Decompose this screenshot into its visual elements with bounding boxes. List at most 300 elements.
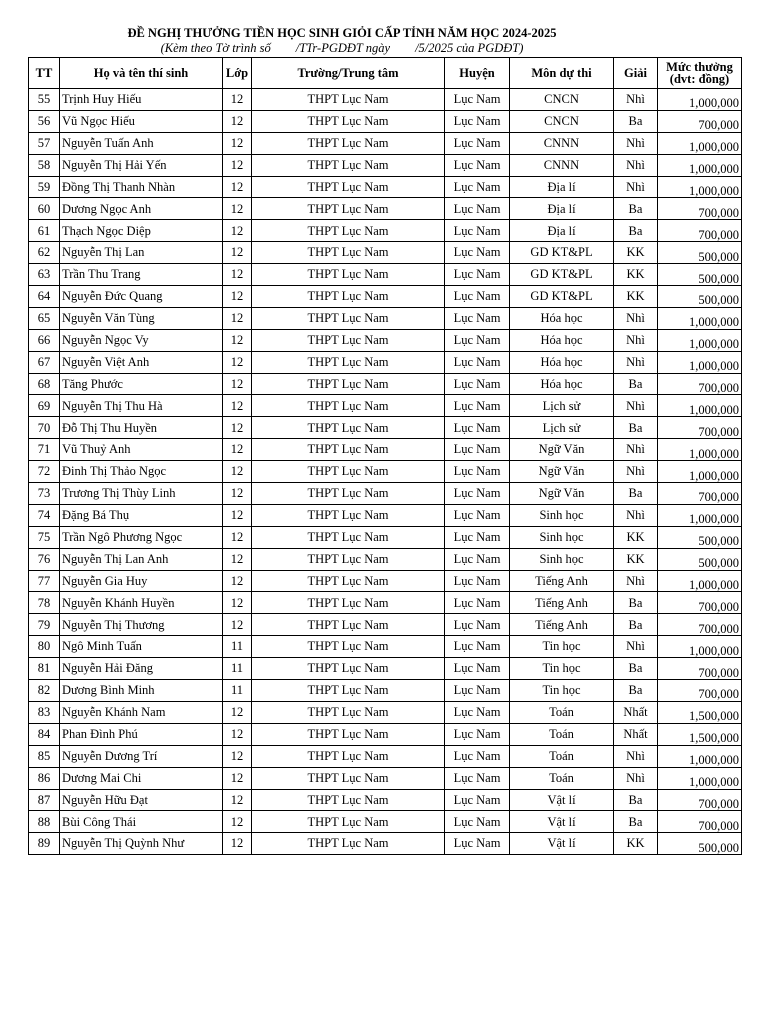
cell-amount: 1,000,000 bbox=[658, 439, 742, 461]
cell-tt: 85 bbox=[29, 745, 60, 767]
cell-amount: 1,500,000 bbox=[658, 701, 742, 723]
cell-district: Lục Nam bbox=[445, 89, 510, 111]
cell-tt: 59 bbox=[29, 176, 60, 198]
cell-amount: 500,000 bbox=[658, 526, 742, 548]
cell-school: THPT Lục Nam bbox=[252, 701, 445, 723]
column-header-grade: Lớp bbox=[223, 58, 252, 89]
cell-tt: 68 bbox=[29, 373, 60, 395]
cell-school: THPT Lục Nam bbox=[252, 439, 445, 461]
cell-tt: 62 bbox=[29, 242, 60, 264]
cell-school: THPT Lục Nam bbox=[252, 745, 445, 767]
cell-prize: Ba bbox=[614, 198, 658, 220]
cell-subject: CNCN bbox=[510, 110, 614, 132]
cell-subject: Lịch sử bbox=[510, 395, 614, 417]
cell-district: Lục Nam bbox=[445, 811, 510, 833]
cell-name: Dương Ngọc Anh bbox=[60, 198, 223, 220]
cell-prize: Nhất bbox=[614, 701, 658, 723]
cell-prize: Ba bbox=[614, 373, 658, 395]
table-row bbox=[29, 723, 742, 745]
column-header-reward-line1: Mức thưởng bbox=[666, 59, 733, 74]
cell-subject: Sinh học bbox=[510, 548, 614, 570]
cell-grade: 12 bbox=[223, 592, 252, 614]
cell-district: Lục Nam bbox=[445, 286, 510, 308]
table-row bbox=[29, 701, 742, 723]
document-title: ĐỀ NGHỊ THƯỞNG TIỀN HỌC SINH GIỎI CẤP TỈNH NĂM HỌC 2024-2025 bbox=[127, 26, 557, 40]
cell-name: Nguyễn Thị Lan Anh bbox=[60, 548, 223, 570]
cell-prize: Ba bbox=[614, 789, 658, 811]
cell-grade: 12 bbox=[223, 307, 252, 329]
cell-subject: Địa lí bbox=[510, 198, 614, 220]
cell-name: Đặng Bá Thụ bbox=[60, 504, 223, 526]
cell-tt: 61 bbox=[29, 220, 60, 242]
cell-amount: 700,000 bbox=[658, 811, 742, 833]
cell-prize: Nhì bbox=[614, 745, 658, 767]
cell-subject: Hóa học bbox=[510, 329, 614, 351]
cell-tt: 56 bbox=[29, 110, 60, 132]
cell-amount: 700,000 bbox=[658, 614, 742, 636]
cell-grade: 12 bbox=[223, 789, 252, 811]
cell-name: Nguyễn Thị Quỳnh Như bbox=[60, 833, 223, 855]
cell-school: THPT Lục Nam bbox=[252, 636, 445, 658]
cell-district: Lục Nam bbox=[445, 154, 510, 176]
cell-grade: 12 bbox=[223, 701, 252, 723]
cell-amount: 1,000,000 bbox=[658, 89, 742, 111]
cell-district: Lục Nam bbox=[445, 701, 510, 723]
table-row bbox=[29, 264, 742, 286]
table-header-row bbox=[29, 58, 742, 89]
cell-prize: Nhì bbox=[614, 329, 658, 351]
cell-name: Trịnh Huy Hiếu bbox=[60, 89, 223, 111]
cell-grade: 12 bbox=[223, 198, 252, 220]
cell-grade: 12 bbox=[223, 548, 252, 570]
table-row bbox=[29, 833, 742, 855]
cell-name: Dương Bình Minh bbox=[60, 680, 223, 702]
table-row bbox=[29, 176, 742, 198]
cell-name: Nguyễn Thị Hải Yến bbox=[60, 154, 223, 176]
cell-prize: Nhì bbox=[614, 176, 658, 198]
cell-district: Lục Nam bbox=[445, 110, 510, 132]
cell-district: Lục Nam bbox=[445, 242, 510, 264]
cell-grade: 12 bbox=[223, 526, 252, 548]
cell-district: Lục Nam bbox=[445, 636, 510, 658]
table-row bbox=[29, 198, 742, 220]
cell-amount: 1,000,000 bbox=[658, 504, 742, 526]
cell-tt: 84 bbox=[29, 723, 60, 745]
cell-prize: KK bbox=[614, 264, 658, 286]
cell-school: THPT Lục Nam bbox=[252, 242, 445, 264]
table-row bbox=[29, 373, 742, 395]
document-subtitle: (Kèm theo Tờ trình số /TTr-PGDĐT ngày /5/2025 của PGDĐT) bbox=[160, 41, 524, 55]
cell-amount: 700,000 bbox=[658, 198, 742, 220]
table-row bbox=[29, 680, 742, 702]
cell-name: Đồng Thị Thanh Nhàn bbox=[60, 176, 223, 198]
column-header-district: Huyện bbox=[445, 58, 510, 89]
cell-grade: 12 bbox=[223, 373, 252, 395]
cell-district: Lục Nam bbox=[445, 570, 510, 592]
cell-name: Trần Ngô Phương Ngọc bbox=[60, 526, 223, 548]
cell-amount: 1,000,000 bbox=[658, 395, 742, 417]
cell-school: THPT Lục Nam bbox=[252, 329, 445, 351]
table-row bbox=[29, 307, 742, 329]
cell-school: THPT Lục Nam bbox=[252, 132, 445, 154]
cell-amount: 1,000,000 bbox=[658, 329, 742, 351]
cell-district: Lục Nam bbox=[445, 526, 510, 548]
table-row bbox=[29, 570, 742, 592]
cell-tt: 86 bbox=[29, 767, 60, 789]
cell-amount: 700,000 bbox=[658, 680, 742, 702]
cell-name: Phan Đình Phú bbox=[60, 723, 223, 745]
table-row bbox=[29, 395, 742, 417]
cell-school: THPT Lục Nam bbox=[252, 592, 445, 614]
cell-grade: 12 bbox=[223, 811, 252, 833]
cell-amount: 500,000 bbox=[658, 286, 742, 308]
cell-subject: Vật lí bbox=[510, 811, 614, 833]
cell-school: THPT Lục Nam bbox=[252, 351, 445, 373]
cell-tt: 81 bbox=[29, 658, 60, 680]
cell-name: Nguyễn Dương Trí bbox=[60, 745, 223, 767]
cell-tt: 67 bbox=[29, 351, 60, 373]
cell-prize: Ba bbox=[614, 614, 658, 636]
cell-tt: 69 bbox=[29, 395, 60, 417]
cell-amount: 500,000 bbox=[658, 264, 742, 286]
cell-name: Nguyễn Tuấn Anh bbox=[60, 132, 223, 154]
cell-district: Lục Nam bbox=[445, 264, 510, 286]
cell-name: Nguyễn Thị Thu Hà bbox=[60, 395, 223, 417]
cell-name: Bùi Công Thái bbox=[60, 811, 223, 833]
cell-subject: Toán bbox=[510, 701, 614, 723]
cell-subject: CNCN bbox=[510, 89, 614, 111]
cell-amount: 700,000 bbox=[658, 417, 742, 439]
cell-subject: Toán bbox=[510, 745, 614, 767]
cell-grade: 12 bbox=[223, 833, 252, 855]
cell-school: THPT Lục Nam bbox=[252, 767, 445, 789]
cell-grade: 12 bbox=[223, 439, 252, 461]
column-header-name: Họ và tên thí sinh bbox=[60, 58, 223, 89]
cell-subject: GD KT&PL bbox=[510, 286, 614, 308]
cell-tt: 89 bbox=[29, 833, 60, 855]
cell-tt: 88 bbox=[29, 811, 60, 833]
cell-prize: Nhì bbox=[614, 154, 658, 176]
cell-district: Lục Nam bbox=[445, 592, 510, 614]
table-row bbox=[29, 636, 742, 658]
cell-prize: KK bbox=[614, 242, 658, 264]
cell-tt: 72 bbox=[29, 461, 60, 483]
cell-name: Nguyễn Ngọc Vy bbox=[60, 329, 223, 351]
cell-school: THPT Lục Nam bbox=[252, 614, 445, 636]
cell-tt: 70 bbox=[29, 417, 60, 439]
cell-tt: 87 bbox=[29, 789, 60, 811]
cell-tt: 66 bbox=[29, 329, 60, 351]
cell-prize: Ba bbox=[614, 483, 658, 505]
column-header-subject: Môn dự thi bbox=[510, 58, 614, 89]
cell-district: Lục Nam bbox=[445, 548, 510, 570]
table-row bbox=[29, 614, 742, 636]
cell-school: THPT Lục Nam bbox=[252, 373, 445, 395]
cell-school: THPT Lục Nam bbox=[252, 89, 445, 111]
cell-name: Nguyễn Khánh Nam bbox=[60, 701, 223, 723]
cell-name: Dương Mai Chi bbox=[60, 767, 223, 789]
cell-district: Lục Nam bbox=[445, 614, 510, 636]
column-header-school: Trường/Trung tâm bbox=[252, 58, 445, 89]
cell-school: THPT Lục Nam bbox=[252, 461, 445, 483]
cell-prize: Ba bbox=[614, 811, 658, 833]
table-row bbox=[29, 89, 742, 111]
cell-prize: Ba bbox=[614, 220, 658, 242]
cell-tt: 75 bbox=[29, 526, 60, 548]
table-row bbox=[29, 767, 742, 789]
cell-amount: 500,000 bbox=[658, 242, 742, 264]
cell-tt: 63 bbox=[29, 264, 60, 286]
cell-tt: 76 bbox=[29, 548, 60, 570]
cell-prize: Nhì bbox=[614, 570, 658, 592]
table-row bbox=[29, 461, 742, 483]
cell-prize: Ba bbox=[614, 592, 658, 614]
table-row bbox=[29, 504, 742, 526]
table-row bbox=[29, 745, 742, 767]
table-row bbox=[29, 242, 742, 264]
cell-grade: 12 bbox=[223, 242, 252, 264]
cell-amount: 1,000,000 bbox=[658, 132, 742, 154]
cell-prize: Ba bbox=[614, 680, 658, 702]
cell-district: Lục Nam bbox=[445, 504, 510, 526]
column-header-reward-line2: (dvt: đồng) bbox=[669, 72, 730, 86]
cell-grade: 11 bbox=[223, 680, 252, 702]
column-header-reward bbox=[658, 58, 742, 89]
cell-grade: 12 bbox=[223, 264, 252, 286]
cell-district: Lục Nam bbox=[445, 132, 510, 154]
cell-grade: 12 bbox=[223, 329, 252, 351]
cell-prize: Nhì bbox=[614, 504, 658, 526]
cell-subject: Tiếng Anh bbox=[510, 592, 614, 614]
table-row bbox=[29, 220, 742, 242]
cell-name: Trương Thị Thùy Linh bbox=[60, 483, 223, 505]
cell-subject: GD KT&PL bbox=[510, 264, 614, 286]
cell-grade: 12 bbox=[223, 723, 252, 745]
table-row bbox=[29, 483, 742, 505]
cell-school: THPT Lục Nam bbox=[252, 176, 445, 198]
cell-subject: Toán bbox=[510, 723, 614, 745]
cell-amount: 700,000 bbox=[658, 110, 742, 132]
cell-prize: KK bbox=[614, 526, 658, 548]
cell-tt: 74 bbox=[29, 504, 60, 526]
table-row bbox=[29, 154, 742, 176]
cell-prize: Nhất bbox=[614, 723, 658, 745]
cell-district: Lục Nam bbox=[445, 417, 510, 439]
cell-district: Lục Nam bbox=[445, 745, 510, 767]
cell-district: Lục Nam bbox=[445, 680, 510, 702]
cell-prize: Nhì bbox=[614, 439, 658, 461]
cell-district: Lục Nam bbox=[445, 351, 510, 373]
cell-tt: 73 bbox=[29, 483, 60, 505]
cell-subject: Sinh học bbox=[510, 504, 614, 526]
table-row bbox=[29, 658, 742, 680]
cell-subject: Ngữ Văn bbox=[510, 439, 614, 461]
cell-district: Lục Nam bbox=[445, 329, 510, 351]
cell-subject: Vật lí bbox=[510, 833, 614, 855]
cell-amount: 1,000,000 bbox=[658, 307, 742, 329]
cell-amount: 1,000,000 bbox=[658, 767, 742, 789]
cell-school: THPT Lục Nam bbox=[252, 658, 445, 680]
cell-grade: 12 bbox=[223, 767, 252, 789]
cell-amount: 1,000,000 bbox=[658, 570, 742, 592]
cell-tt: 80 bbox=[29, 636, 60, 658]
cell-subject: GD KT&PL bbox=[510, 242, 614, 264]
cell-school: THPT Lục Nam bbox=[252, 154, 445, 176]
cell-subject: Tin học bbox=[510, 680, 614, 702]
cell-prize: Nhì bbox=[614, 461, 658, 483]
cell-subject: Ngữ Văn bbox=[510, 483, 614, 505]
cell-district: Lục Nam bbox=[445, 767, 510, 789]
cell-grade: 12 bbox=[223, 110, 252, 132]
cell-amount: 500,000 bbox=[658, 548, 742, 570]
cell-school: THPT Lục Nam bbox=[252, 789, 445, 811]
cell-grade: 12 bbox=[223, 154, 252, 176]
cell-grade: 12 bbox=[223, 504, 252, 526]
reward-table bbox=[28, 57, 742, 855]
cell-district: Lục Nam bbox=[445, 220, 510, 242]
cell-tt: 83 bbox=[29, 701, 60, 723]
cell-amount: 700,000 bbox=[658, 789, 742, 811]
cell-school: THPT Lục Nam bbox=[252, 833, 445, 855]
cell-amount: 1,000,000 bbox=[658, 351, 742, 373]
cell-name: Đỗ Thị Thu Huyền bbox=[60, 417, 223, 439]
cell-name: Nguyễn Thị Lan bbox=[60, 242, 223, 264]
cell-subject: Vật lí bbox=[510, 789, 614, 811]
cell-tt: 79 bbox=[29, 614, 60, 636]
cell-tt: 58 bbox=[29, 154, 60, 176]
cell-subject: Địa lí bbox=[510, 220, 614, 242]
cell-grade: 12 bbox=[223, 395, 252, 417]
cell-subject: Lịch sử bbox=[510, 417, 614, 439]
cell-grade: 12 bbox=[223, 89, 252, 111]
cell-name: Nguyễn Việt Anh bbox=[60, 351, 223, 373]
cell-prize: KK bbox=[614, 833, 658, 855]
cell-prize: Ba bbox=[614, 658, 658, 680]
cell-district: Lục Nam bbox=[445, 483, 510, 505]
cell-name: Vũ Ngọc Hiếu bbox=[60, 110, 223, 132]
cell-amount: 700,000 bbox=[658, 658, 742, 680]
cell-amount: 1,000,000 bbox=[658, 636, 742, 658]
cell-name: Tăng Phước bbox=[60, 373, 223, 395]
cell-grade: 12 bbox=[223, 570, 252, 592]
cell-school: THPT Lục Nam bbox=[252, 680, 445, 702]
cell-prize: Nhì bbox=[614, 636, 658, 658]
cell-district: Lục Nam bbox=[445, 176, 510, 198]
column-header-tt: TT bbox=[29, 58, 60, 89]
cell-grade: 12 bbox=[223, 483, 252, 505]
cell-district: Lục Nam bbox=[445, 723, 510, 745]
cell-school: THPT Lục Nam bbox=[252, 723, 445, 745]
cell-name: Thạch Ngọc Diệp bbox=[60, 220, 223, 242]
cell-subject: CNNN bbox=[510, 154, 614, 176]
cell-school: THPT Lục Nam bbox=[252, 570, 445, 592]
table-row bbox=[29, 811, 742, 833]
cell-tt: 71 bbox=[29, 439, 60, 461]
cell-grade: 12 bbox=[223, 220, 252, 242]
cell-tt: 64 bbox=[29, 286, 60, 308]
cell-prize: KK bbox=[614, 548, 658, 570]
cell-grade: 12 bbox=[223, 614, 252, 636]
cell-district: Lục Nam bbox=[445, 461, 510, 483]
cell-school: THPT Lục Nam bbox=[252, 548, 445, 570]
cell-tt: 57 bbox=[29, 132, 60, 154]
cell-tt: 60 bbox=[29, 198, 60, 220]
cell-amount: 700,000 bbox=[658, 483, 742, 505]
table-row bbox=[29, 439, 742, 461]
cell-prize: Nhì bbox=[614, 307, 658, 329]
cell-name: Nguyễn Gia Huy bbox=[60, 570, 223, 592]
cell-tt: 55 bbox=[29, 89, 60, 111]
cell-district: Lục Nam bbox=[445, 395, 510, 417]
cell-district: Lục Nam bbox=[445, 789, 510, 811]
cell-school: THPT Lục Nam bbox=[252, 286, 445, 308]
cell-prize: Ba bbox=[614, 110, 658, 132]
cell-grade: 12 bbox=[223, 745, 252, 767]
cell-prize: Nhì bbox=[614, 767, 658, 789]
cell-prize: Nhì bbox=[614, 395, 658, 417]
cell-name: Nguyễn Hữu Đạt bbox=[60, 789, 223, 811]
cell-subject: Tiếng Anh bbox=[510, 614, 614, 636]
cell-tt: 77 bbox=[29, 570, 60, 592]
cell-grade: 12 bbox=[223, 417, 252, 439]
cell-grade: 12 bbox=[223, 286, 252, 308]
cell-name: Vũ Thuỷ Anh bbox=[60, 439, 223, 461]
table-row bbox=[29, 789, 742, 811]
table-body bbox=[29, 89, 742, 855]
cell-school: THPT Lục Nam bbox=[252, 526, 445, 548]
table-row bbox=[29, 592, 742, 614]
table-row bbox=[29, 329, 742, 351]
table-row bbox=[29, 132, 742, 154]
cell-subject: Tin học bbox=[510, 658, 614, 680]
cell-subject: Sinh học bbox=[510, 526, 614, 548]
cell-subject: Tiếng Anh bbox=[510, 570, 614, 592]
cell-school: THPT Lục Nam bbox=[252, 264, 445, 286]
cell-subject: Hóa học bbox=[510, 307, 614, 329]
cell-district: Lục Nam bbox=[445, 658, 510, 680]
cell-subject: CNNN bbox=[510, 132, 614, 154]
cell-prize: Nhì bbox=[614, 89, 658, 111]
cell-tt: 78 bbox=[29, 592, 60, 614]
cell-amount: 1,500,000 bbox=[658, 723, 742, 745]
cell-district: Lục Nam bbox=[445, 198, 510, 220]
cell-school: THPT Lục Nam bbox=[252, 417, 445, 439]
cell-school: THPT Lục Nam bbox=[252, 504, 445, 526]
cell-name: Trần Thu Trang bbox=[60, 264, 223, 286]
cell-subject: Tin học bbox=[510, 636, 614, 658]
cell-school: THPT Lục Nam bbox=[252, 811, 445, 833]
cell-grade: 11 bbox=[223, 636, 252, 658]
cell-prize: KK bbox=[614, 286, 658, 308]
cell-school: THPT Lục Nam bbox=[252, 110, 445, 132]
cell-district: Lục Nam bbox=[445, 439, 510, 461]
cell-subject: Địa lí bbox=[510, 176, 614, 198]
cell-name: Nguyễn Văn Tùng bbox=[60, 307, 223, 329]
cell-amount: 1,000,000 bbox=[658, 745, 742, 767]
cell-name: Nguyễn Hải Đăng bbox=[60, 658, 223, 680]
cell-grade: 12 bbox=[223, 461, 252, 483]
cell-grade: 12 bbox=[223, 132, 252, 154]
cell-amount: 500,000 bbox=[658, 833, 742, 855]
cell-subject: Toán bbox=[510, 767, 614, 789]
cell-prize: Nhì bbox=[614, 351, 658, 373]
table-row bbox=[29, 417, 742, 439]
cell-district: Lục Nam bbox=[445, 307, 510, 329]
table-row bbox=[29, 110, 742, 132]
cell-district: Lục Nam bbox=[445, 833, 510, 855]
cell-prize: Ba bbox=[614, 417, 658, 439]
cell-name: Nguyễn Đức Quang bbox=[60, 286, 223, 308]
